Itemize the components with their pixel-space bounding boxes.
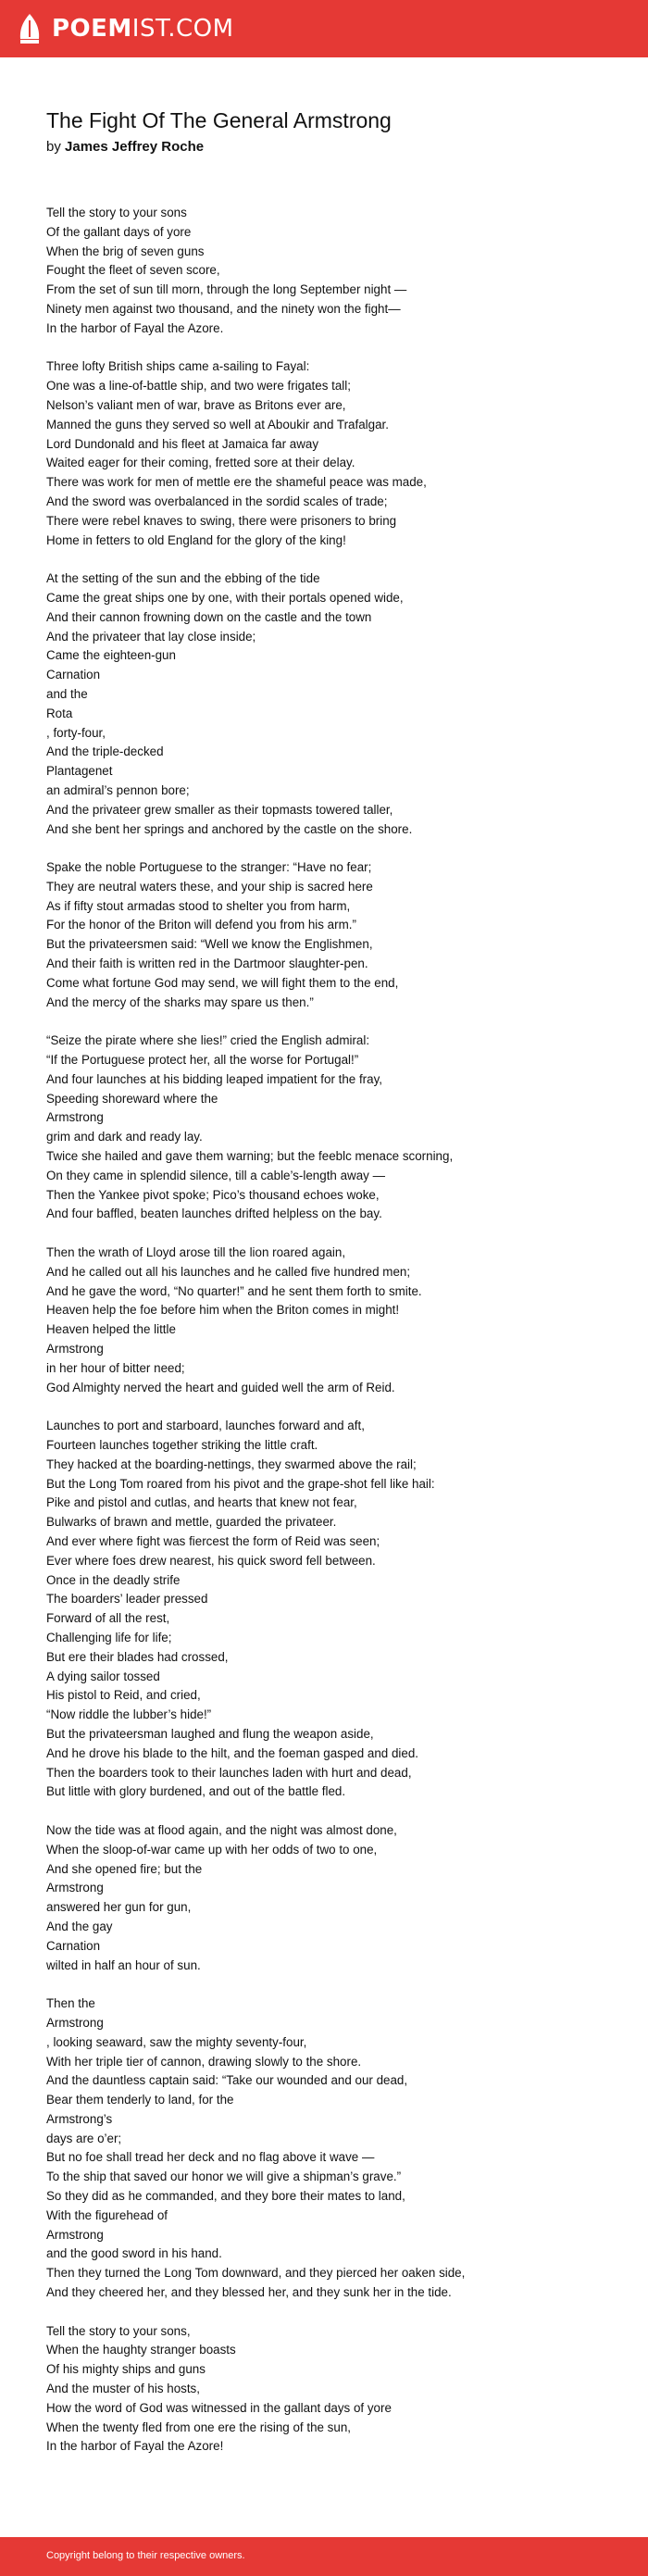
poem-line: And the triple-decked: [46, 744, 164, 759]
poem-line: days are o’er;: [46, 2131, 122, 2145]
poem-line: Challenging life for life;: [46, 1630, 172, 1644]
poem-line: Fourteen launches together striking the little craft.: [46, 1438, 318, 1452]
poem-line: For the honor of the Briton will defend you from his arm.”: [46, 918, 356, 932]
poem-line: Then the: [46, 1996, 95, 2011]
poem-line: Carnation: [46, 1938, 101, 1953]
poem-line: Armstrong: [46, 1110, 104, 1125]
poem-line: Forward of all the rest,: [46, 1611, 170, 1626]
poem-line: , looking seaward, saw the mighty seventy-four,: [46, 2034, 307, 2049]
poem-body: [46, 204, 611, 2476]
poem-line: Ever where foes drew nearest, his quick sword fell between.: [46, 1553, 376, 1568]
poem-line: Pike and pistol and cutlas, and hearts that knew not fear,: [46, 1495, 357, 1510]
copyright-notice: Copyright belong to their respective owners.: [46, 2550, 245, 2561]
poem-stanza: [46, 569, 611, 839]
poem-line: “Now riddle the lubber’s hide!”: [46, 1707, 212, 1722]
poem-line: How the word of God was witnessed in the gallant days of yore: [46, 2400, 392, 2415]
by-label: by: [46, 139, 61, 155]
poem-line: And the privateer that lay close inside;: [46, 629, 256, 644]
poem-line: When the twenty fled from one ere the rising of the sun,: [46, 2420, 351, 2434]
poem-line: Then the Yankee pivot spoke; Pico’s thousand echoes woke,: [46, 1187, 380, 1202]
poem-line: There was work for men of mettle ere the shameful peace was made,: [46, 475, 427, 490]
poem-line: , forty-four,: [46, 725, 106, 740]
poem-line: But the privateersmen said: “Well we know the Englishmen,: [46, 937, 373, 952]
poem-stanza: [46, 1244, 611, 1397]
poem-line: One was a line-of-battle ship, and two were frigates tall;: [46, 379, 351, 394]
poem-line: And the muster of his hosts,: [46, 2382, 200, 2396]
poem-line: “If the Portuguese protect her, all the worse for Portugal!”: [46, 1053, 359, 1068]
site-footer: [0, 2537, 648, 2576]
logo-text-light: IST.COM: [131, 15, 234, 43]
poem-line: A dying sailor tossed: [46, 1669, 160, 1683]
poem-line: Then the boarders took to their launches laden with hurt and dead,: [46, 1765, 412, 1780]
poem-line: But little with glory burdened, and out of the battle fled.: [46, 1784, 346, 1799]
poem-line: Bear them tenderly to land, for the: [46, 2093, 234, 2107]
poem-line: Once in the deadly strife: [46, 1572, 181, 1587]
poem-line: Came the eighteen-gun: [46, 648, 176, 663]
poem-line: On they came in splendid silence, till a cable’s-length away —: [46, 1168, 385, 1182]
poem-line: Bulwarks of brawn and mettle, guarded the privateer.: [46, 1515, 337, 1530]
poem-line: Plantagenet: [46, 764, 113, 779]
poem-line: With her triple tier of cannon, drawing slowly to the shore.: [46, 2054, 362, 2069]
poem-line: Armstrong: [46, 1342, 104, 1357]
poem-line: And the sword was overbalanced in the sordid scales of trade;: [46, 494, 388, 508]
site-header: [0, 0, 648, 57]
poem-line: His pistol to Reid, and cried,: [46, 1688, 201, 1703]
poem-line: In the harbor of Fayal the Azore.: [46, 320, 224, 335]
poem-line: Then the wrath of Lloyd arose till the lion roared again,: [46, 1245, 346, 1260]
poem-heading: [46, 107, 602, 157]
poem-line: Come what fortune God may send, we will fight them to the end,: [46, 975, 399, 990]
poem-line: And the gay: [46, 1919, 113, 1933]
poem-line: Waited eager for their coming, fretted sore at their delay.: [46, 456, 355, 470]
poem-line: At the setting of the sun and the ebbing of the tide: [46, 571, 320, 586]
poem-line: So they did as he commanded, and they bore their mates to land,: [46, 2189, 405, 2204]
poem-line: When the brig of seven guns: [46, 244, 205, 258]
poem-line: When the haughty stranger boasts: [46, 2343, 236, 2357]
poem-line: and the: [46, 686, 88, 701]
poem-line: Came the great ships one by one, with their portals opened wide,: [46, 590, 404, 605]
poem-line: grim and dark and ready lay.: [46, 1130, 203, 1144]
poem-line: Ninety men against two thousand, and the ninety won the fight—: [46, 301, 401, 316]
poem-line: From the set of sun till morn, through the long September night —: [46, 282, 407, 297]
poem-line: With the figurehead of: [46, 2207, 168, 2222]
poem-stanza: [46, 858, 611, 1012]
poem-line: And four baffled, beaten launches drifted helpless on the bay.: [46, 1207, 382, 1221]
poem-line: And their faith is written red in the Dartmoor slaughter-pen.: [46, 957, 368, 971]
poem-line: Heaven help the foe before him when the Briton comes in might!: [46, 1303, 400, 1318]
author-name[interactable]: James Jeffrey Roche: [65, 139, 205, 155]
quill-pen-icon: [17, 13, 43, 44]
poem-line: As if fifty stout armadas stood to shelter you from harm,: [46, 898, 351, 913]
poem-line: And the dauntless captain said: “Take our wounded and our dead,: [46, 2073, 408, 2088]
poem-line: “Seize the pirate where she lies!” cried the English admiral:: [46, 1033, 370, 1048]
poem-line: But the Long Tom roared from his pivot and the grape-shot fell like hail:: [46, 1476, 435, 1491]
poem-stanza: [46, 1417, 611, 1802]
poem-line: In the harbor of Fayal the Azore!: [46, 2439, 224, 2454]
poem-line: There were rebel knaves to swing, there were prisoners to bring: [46, 513, 397, 528]
poem-line: And she opened fire; but the: [46, 1861, 203, 1876]
poem-line: Home in fetters to old England for the glory of the king!: [46, 532, 346, 547]
poem-line: Speeding shoreward where the: [46, 1091, 218, 1106]
poem-line: And he gave the word, “No quarter!” and he sent them forth to smite.: [46, 1283, 422, 1298]
site-logo[interactable]: [17, 9, 239, 48]
poem-line: and the good sword in his hand.: [46, 2246, 222, 2261]
poem-line: When the sloop-of-war came up with her odds of two to one,: [46, 1842, 378, 1857]
poem-line: They hacked at the boarding-nettings, they swarmed above the rail;: [46, 1457, 417, 1471]
poem-line: And he drove his blade to the hilt, and the foeman gasped and died.: [46, 1745, 419, 1760]
poem-line: an admiral’s pennon bore;: [46, 782, 190, 797]
poem-line: Spake the noble Portuguese to the stranger: “Have no fear;: [46, 860, 372, 875]
poem-stanza: [46, 1821, 611, 1975]
poem-line: Manned the guns they served so well at Aboukir and Trafalgar.: [46, 417, 389, 431]
poem-line: And they cheered her, and they blessed her, and they sunk her in the tide.: [46, 2285, 452, 2300]
poem-line: The boarders’ leader pressed: [46, 1592, 208, 1607]
poem-line: Heaven helped the little: [46, 1322, 176, 1337]
logo-text: [52, 15, 234, 43]
poem-line: Armstrong: [46, 1881, 104, 1895]
poem-line: And the mercy of the sharks may spare us then.”: [46, 994, 314, 1009]
poem-line: Rota: [46, 706, 73, 720]
poem-line: Nelson’s valiant men of war, brave as Britons ever are,: [46, 397, 346, 412]
poem-line: And their cannon frowning down on the castle and the town: [46, 609, 372, 624]
poem-line: Tell the story to your sons: [46, 206, 187, 219]
poem-line: Of his mighty ships and guns: [46, 2362, 206, 2377]
poem-line: But the privateersman laughed and flung the weapon aside,: [46, 1726, 374, 1741]
poem-line: Now the tide was at flood again, and the night was almost done,: [46, 1822, 397, 1837]
poem-line: in her hour of bitter need;: [46, 1360, 185, 1375]
poem-line: Lord Dundonald and his fleet at Jamaica far away: [46, 436, 319, 451]
poem-line: Armstrong: [46, 2227, 104, 2242]
poem-stanza: [46, 357, 611, 550]
poem-line: Twice she hailed and gave them warning; but the feeblc menace scorning,: [46, 1149, 454, 1164]
poem-line: And she bent her springs and anchored by the castle on the shore.: [46, 821, 413, 836]
poem-line: Fought the fleet of seven score,: [46, 263, 220, 278]
poem-line: And the privateer grew smaller as their topmasts towered taller,: [46, 802, 393, 817]
poem-title: The Fight Of The General Armstrong: [46, 108, 392, 132]
poem-line: And four launches at his bidding leaped impatient for the fray,: [46, 1071, 383, 1086]
poem-line: Armstrong’s: [46, 2111, 113, 2126]
poem-line: God Almighty nerved the heart and guided well the arm of Reid.: [46, 1380, 395, 1394]
poem-line: To the ship that saved our honor we will give a shipman’s grave.”: [46, 2170, 402, 2184]
poem-line: Armstrong: [46, 2015, 104, 2030]
poem-line: Launches to port and starboard, launches forward and aft,: [46, 1419, 365, 1433]
logo-text-bold: POEM: [52, 15, 132, 43]
poem-line: Tell the story to your sons,: [46, 2323, 191, 2338]
poem-stanza: [46, 1995, 611, 2303]
poem-line: They are neutral waters these, and your ship is sacred here: [46, 879, 373, 894]
poem-line: But no foe shall tread her deck and no flag above it wave —: [46, 2150, 375, 2165]
poem-stanza: [46, 2322, 611, 2457]
poem-line: And ever where fight was fiercest the form of Reid was seen;: [46, 1533, 380, 1548]
poem-stanza: [46, 1032, 611, 1224]
poem-line: answered her gun for gun,: [46, 1900, 192, 1915]
poem-line: And he called out all his launches and he called five hundred men;: [46, 1264, 411, 1279]
poem-line: But ere their blades had crossed,: [46, 1649, 229, 1664]
poem-line: Carnation: [46, 668, 101, 682]
poem-stanza: [46, 204, 611, 339]
poem-byline: [46, 137, 602, 157]
poem-line: Then they turned the Long Tom downward, and they pierced her oaken side,: [46, 2266, 466, 2281]
poem-line: wilted in half an hour of sun.: [46, 1957, 201, 1972]
poem-line: Of the gallant days of yore: [46, 224, 192, 239]
poem-line: Three lofty British ships came a-sailing to Fayal:: [46, 359, 310, 374]
